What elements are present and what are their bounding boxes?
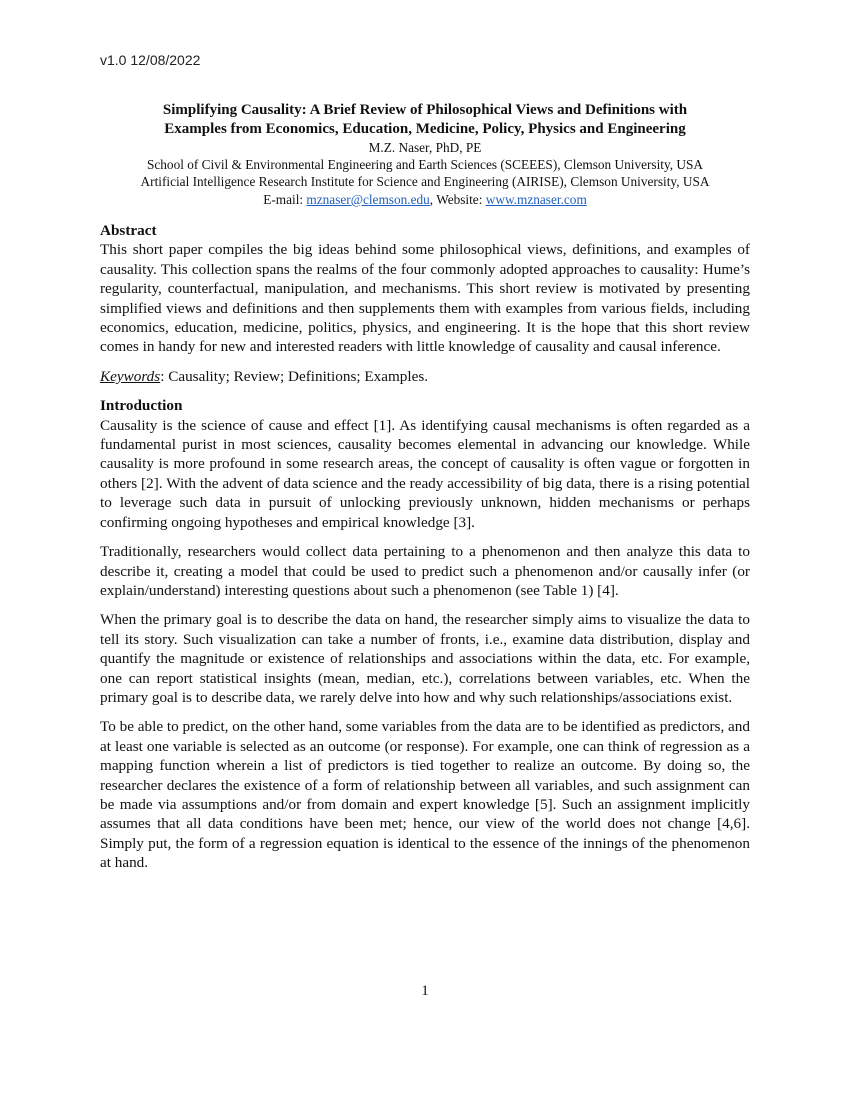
intro-paragraph: When the primary goal is to describe the data on hand, the researcher simply aims to visualize the data to tell its story. Such visualization can take a number of fronts, i.e., examine data distribution, display and quantify the magnitude or existence of relationships and associations within the data, etc. For example, one can report statistical insights (mean, median, etc.), correlations between variables, etc. When the primary goal is to describe data, we rarely delve into how and why such relationships/associations exist. — [100, 611, 750, 706]
affiliation-2: Artificial Intelligence Research Institute for Science and Engineering (AIRISE), Clemson University, USA — [140, 174, 710, 190]
intro-paragraph: Traditionally, researchers would collect data pertaining to a phenomenon and then analyze this data to describe it, creating a model that could be used to predict such a phenomenon and/or causally infer (or explain/understand) interesting questions about such a phenomenon (see Table 1) [4]. — [100, 543, 750, 599]
keywords-line — [100, 367, 750, 386]
paper-header — [100, 101, 750, 208]
website-label: , Website: — [429, 191, 486, 207]
title-line-2: Examples from Economics, Education, Medicine, Policy, Physics and Engineering — [164, 121, 686, 137]
title-line-1: Simplifying Causality: A Brief Review of Philosophical Views and Definitions with — [162, 102, 688, 118]
abstract-heading: Abstract — [100, 222, 157, 239]
version-label: v1.0 12/08/2022 — [100, 52, 201, 68]
introduction-heading: Introduction — [100, 397, 183, 415]
paper-title — [100, 101, 750, 139]
email-link[interactable]: mznaser@clemson.edu — [306, 191, 430, 207]
website-link[interactable]: www.mznaser.com — [485, 191, 587, 207]
keywords-colon: : — [160, 367, 165, 385]
abstract-text: This short paper compiles the big ideas behind some philosophical views, definitions, and examples of causality. This collection spans the realms of the four commonly adopted approaches to causality: Hume’s regularity, counterfactual, manipulation, and mechanisms. This short review is motivated by presenting simplified views and definitions and then supplements them with examples from various fields, including economics, education, medicine, politics, physics, and engineering. It is the hope that this short review comes in handy for new and interested readers with little knowledge of causality and causal inference. — [100, 241, 750, 356]
intro-paragraph: Causality is the science of cause and effect [1]. As identifying causal mechanisms is often regarded as a fundamental purist in most sciences, causality becomes elemental in advancing our knowledge. While causality is more profound in some research areas, the concept of causality is often vague or forgotten in others [2]. With the advent of data science and the ready accessibility of big data, there is a rising potential to leverage such data in pursuit of unlocking previously unknown, hidden mechanisms or perhaps confirming ongoing hypotheses and empirical knowledge [3]. — [100, 416, 750, 531]
email-label: E-mail: — [263, 191, 307, 207]
keywords-label: Keywords — [100, 367, 161, 385]
keywords-text: Causality; Review; Definitions; Examples. — [164, 367, 429, 385]
paper-body — [100, 221, 750, 883]
intro-paragraph: To be able to predict, on the other hand, some variables from the data are to be identified as predictors, and at least one variable is selected as an outcome (or response). For example, one can think of regression as a mapping function wherein a list of predictors is tied together to realize an outcome. By doing so, the researcher declares the existence of a form of relationship between all variables, and such assignment can be made via assumptions and/or from domain and expert knowledge [5]. Such an assignment implicitly assumes that all data conditions have been met; hence, our view of the world does not change [4,6]. Simply put, the form of a regression equation is identical to the essence of the innings of the phenomenon at hand. — [100, 718, 750, 872]
page-number: 1 — [421, 983, 429, 999]
contact-line — [100, 191, 750, 208]
affiliation-1: School of Civil & Environmental Engineering and Earth Sciences (SCEEES), Clemson University, USA — [146, 157, 704, 173]
author: M.Z. Naser, PhD, PE — [368, 140, 482, 155]
